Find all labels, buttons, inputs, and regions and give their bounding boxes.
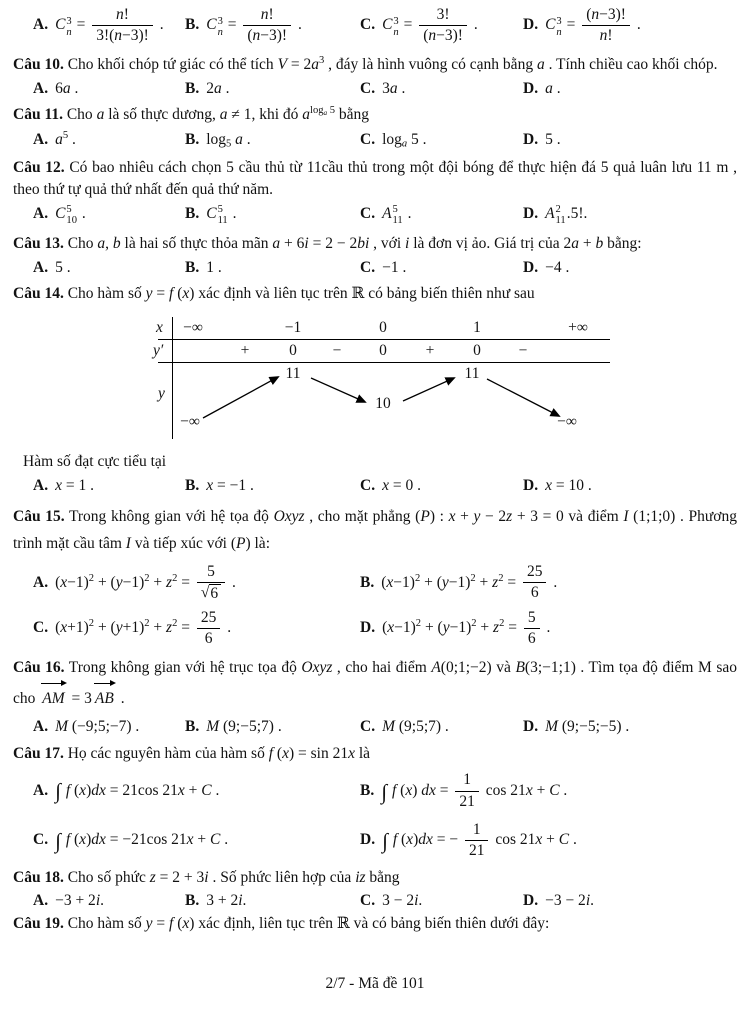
option-b: B. $\log_5 a$ . [185, 130, 251, 150]
question-19-label: Câu 19. [13, 915, 64, 933]
option-b: B. $(x-1)^2 + (y-1)^2 + z^2$ = $\frac{25}{6}$ . [360, 563, 558, 602]
question-16-label: Câu 16. [13, 658, 65, 676]
option-formula: $(x-1)^2 + (y-1)^2 + z^2$ = 5 √ 6 . [55, 562, 236, 603]
option-c: C. M (9;5;7) . [360, 718, 449, 736]
option-formula: 5 . [55, 258, 71, 276]
option-d: D. x = 10 . [523, 476, 592, 494]
option-c: C. x = 0 . [360, 476, 421, 494]
question-17-options-grid [13, 771, 737, 860]
question-12-text [13, 157, 737, 201]
option-formula: ∫ f (x)dx = 21cos 21x + C . [55, 779, 220, 804]
question-11-body: Cho a là số thực dương, a ≠ 1, khi đó $a^{log_a 5}$ bằng [66, 104, 370, 123]
option-b: B. 3 + 2i. [185, 892, 247, 910]
option-formula: $\log_a 5$ . [382, 130, 427, 150]
question-10-body: Cho khối chóp tứ giác có thể tích $V = 2a^3$ , đáy là hình vuông có cạnh bằng a . Tính chiều cao khối chóp. [67, 54, 718, 73]
option-c: C. $(x+1)^2 + (y+1)^2 + z^2$ = $\frac{25}{6}$ . [33, 609, 232, 648]
option-formula: C 5 10 . [55, 203, 86, 227]
option-a: A. $a^5$ . [33, 129, 76, 148]
page-footer: 2/7 - Mã đề 101 [325, 975, 425, 993]
option-formula: −3 + 2i. [55, 892, 104, 910]
option-a: A. M (−9;5;−7) . [33, 718, 140, 736]
question-15-body: Trong không gian với hệ tọa độ Oxyz , cho mặt phẳng (P) : x + y − 2z + 3 = 0 và điểm I (1;1;0) . Phương trình mặt cầu tâm I và tiếp xúc với (P) là: [13, 507, 737, 553]
option-formula: ∫ f (x)dx = − $\frac{1}{21}$ cos 21x + C . [382, 820, 577, 860]
option-formula: a . [545, 79, 561, 97]
option-formula: C 3 n = $\frac{3!}{(n-3)!}$ . [382, 6, 478, 45]
option-a: A. ∫ f (x)dx = 21cos 21x + C . [33, 779, 220, 804]
y-value-max-2: 11 [464, 364, 480, 382]
option-a: A. x = 1 . [33, 476, 94, 494]
x-value: 1 [473, 318, 481, 336]
option-formula: 1 . [206, 258, 222, 276]
option-formula: M (9;−5;−5) . [545, 718, 630, 736]
option-c: C. 3 − 2i. [360, 892, 423, 910]
option-d: D. ∫ f (x)dx = − $\frac{1}{21}$ cos 21x + C . [360, 820, 577, 860]
option-formula: $(x+1)^2 + (y+1)^2 + z^2$ = $\frac{25}{6}$ . [55, 609, 232, 648]
question-16-options-row [13, 716, 737, 738]
option-formula: x = 0 . [382, 476, 421, 494]
option-c: C. −1 . [360, 258, 407, 276]
sign-value: 0 [289, 341, 297, 359]
option-d: D. M (9;−5;−5) . [523, 718, 630, 736]
question-17-body: Họ các nguyên hàm của hàm số f (x) = sin 21x là [67, 745, 371, 763]
question-14-text [13, 283, 737, 305]
question-18-label: Câu 18. [13, 869, 64, 887]
question-15-options-grid [13, 563, 737, 649]
option-a: A. C 5 10 . [33, 203, 86, 227]
option-formula: $\log_5 a$ . [206, 130, 251, 150]
sign-value: − [332, 341, 342, 359]
option-c: C. ∫ f (x)dx = −21cos 21x + C . [33, 828, 229, 853]
question-11-text [13, 104, 737, 126]
option-b [185, 6, 360, 46]
question-14-options-row [13, 475, 737, 497]
question-12-options-row [13, 203, 737, 227]
question-10-text [13, 54, 737, 76]
option-a: A. 5 . [33, 258, 71, 276]
option-formula: 3 + 2i. [206, 892, 247, 910]
x-value: 0 [379, 318, 387, 336]
option-a [33, 6, 185, 46]
question-19-text [13, 913, 737, 935]
option-formula: −1 . [382, 258, 407, 276]
question-14-label: Câu 14. [13, 284, 64, 302]
option-formula: M (−9;5;−7) . [55, 718, 140, 736]
question-13-text [13, 233, 737, 255]
option-b: B. 2a . [185, 79, 230, 97]
option-d: D. A 2 11 .5!. [523, 203, 588, 227]
option-formula: 2a . [206, 79, 230, 97]
option-a: A. −3 + 2i. [33, 892, 104, 910]
option-label: C. [360, 16, 376, 34]
sign-value: − [518, 341, 528, 359]
question-13-body: Cho a, b là hai số thực thỏa mãn a + 6i = 2 − 2bi , với i là đơn vị ảo. Giá trị của 2a + b bằng: [67, 234, 642, 252]
option-label: B. [185, 16, 200, 34]
question-12-body: Có bao nhiêu cách chọn 5 cầu thủ từ 11cầu thủ trong một đội bóng để thực hiện đá 5 quả luân lưu 11 m , theo thứ tự quả thứ nhất đến quả thứ năm. [13, 158, 737, 198]
question-13-options-row [13, 257, 737, 279]
y-value-local-min: 10 [375, 394, 391, 412]
option-b: B. ∫ f (x) dx = $\frac{1}{21}$ cos 21x + C . [360, 771, 568, 810]
x-value: +∞ [568, 318, 588, 336]
option-formula: −3 − 2i. [545, 892, 594, 910]
question-19-body: Cho hàm số y = f (x) xác định, liên tục trên ℝ và có bảng biến thiên dưới đây: [67, 915, 550, 933]
option-d: D. a . [523, 79, 561, 97]
y-value-max-1: 11 [285, 364, 301, 382]
option-b: B. M (9;−5;7) . [185, 718, 282, 736]
x-value: −∞ [183, 318, 203, 336]
question-15-label: Câu 15. [13, 507, 65, 525]
option-formula: C 3 n = $\frac{(n-3)!}{n!}$ . [545, 6, 641, 45]
option-formula: 3 − 2i. [382, 892, 423, 910]
question-17-text [13, 743, 737, 765]
question-13-label: Câu 13. [13, 234, 64, 252]
question-11-label: Câu 11. [13, 105, 63, 123]
option-d: D. 5 . [523, 130, 561, 148]
question-18-text [13, 867, 737, 889]
option-formula: 5 . [545, 130, 561, 148]
option-label: D. [523, 16, 539, 34]
option-formula: x = 10 . [545, 476, 592, 494]
row-y-label: y [158, 384, 165, 402]
variation-table [140, 317, 610, 441]
question-18-body: Cho số phức z = 2 + 3i . Số phức liên hợp của iz bằng [67, 869, 400, 887]
option-a: A. 6a . [33, 79, 79, 97]
option-formula: ∫ f (x) dx = $\frac{1}{21}$ cos 21x + C . [381, 771, 568, 810]
sign-value: + [425, 341, 435, 359]
option-c [360, 6, 523, 46]
y-value-min-right: −∞ [557, 412, 577, 430]
option-formula: x = 1 . [55, 476, 94, 494]
option-formula: ∫ f (x)dx = −21cos 21x + C . [55, 828, 229, 853]
option-a: A. $(x-1)^2 + (y-1)^2 + z^2$ = 5 √ 6 . [33, 562, 236, 603]
option-c: C. $\log_a 5$ . [360, 130, 427, 150]
question-14-body: Cho hàm số y = f (x) xác định và liên tục trên ℝ có bảng biến thiên như sau [67, 284, 535, 302]
option-formula: C 5 11 . [206, 203, 237, 227]
question-12-label: Câu 12. [13, 158, 65, 176]
option-c: C. 3a . [360, 79, 406, 97]
option-formula: 3a . [382, 79, 406, 97]
option-d [523, 6, 737, 46]
question-10-options-row [13, 78, 737, 100]
option-label: A. [33, 16, 49, 34]
question-17-label: Câu 17. [13, 745, 64, 763]
option-formula: M (9;−5;7) . [206, 718, 282, 736]
question-10-label: Câu 10. [13, 55, 64, 73]
option-formula: 6a . [55, 79, 79, 97]
option-formula: A 5 11 . [382, 203, 412, 227]
question-15-text [13, 503, 737, 558]
option-d: D. $(x-1)^2 + (y-1)^2 + z^2$ = $\frac{5}{6}$ . [360, 609, 551, 648]
option-formula: $(x-1)^2 + (y-1)^2 + z^2$ = $\frac{25}{6}$ . [381, 563, 558, 602]
option-b: B. 1 . [185, 258, 222, 276]
option-formula: $(x-1)^2 + (y-1)^2 + z^2$ = $\frac{5}{6}$ . [382, 609, 551, 648]
sign-value: 0 [379, 341, 387, 359]
option-d: D. −4 . [523, 258, 570, 276]
question-16-body: Trong không gian với hệ trục tọa độ Oxyz , cho hai điểm A(0;1;−2) và B(3;−1;1) . Tìm tọa độ điểm M sao cho AM = 3 AB . [13, 659, 737, 708]
y-value-min-left: −∞ [180, 412, 200, 430]
option-formula: A 2 11 .5!. [545, 203, 588, 227]
option-b: B. x = −1 . [185, 476, 254, 494]
x-value: −1 [284, 318, 302, 336]
option-formula: $a^5$ . [55, 129, 76, 148]
row-yprime-label: y′ [153, 341, 164, 359]
option-d: D. −3 − 2i. [523, 892, 594, 910]
question-09-options-row [13, 6, 737, 46]
row-x-label: x [156, 318, 163, 336]
option-formula: −4 . [545, 258, 570, 276]
sign-value: 0 [473, 341, 481, 359]
question-18-options-row [13, 890, 737, 912]
variation-arrows [140, 317, 610, 441]
option-b: B. C 5 11 . [185, 203, 237, 227]
option-formula: C 3 n = $\frac{n!}{3!(n-3)!}$ . [55, 6, 164, 45]
option-formula: x = −1 . [206, 476, 254, 494]
option-c: C. A 5 11 . [360, 203, 412, 227]
option-formula: C 3 n = $\frac{n!}{(n-3)!}$ . [206, 6, 302, 45]
question-11-options-row [13, 129, 737, 151]
sign-value: + [240, 341, 250, 359]
question-16-text [13, 654, 737, 714]
option-formula: M (9;5;7) . [382, 718, 449, 736]
question-14-subtext: Hàm số đạt cực tiểu tại [23, 452, 167, 470]
